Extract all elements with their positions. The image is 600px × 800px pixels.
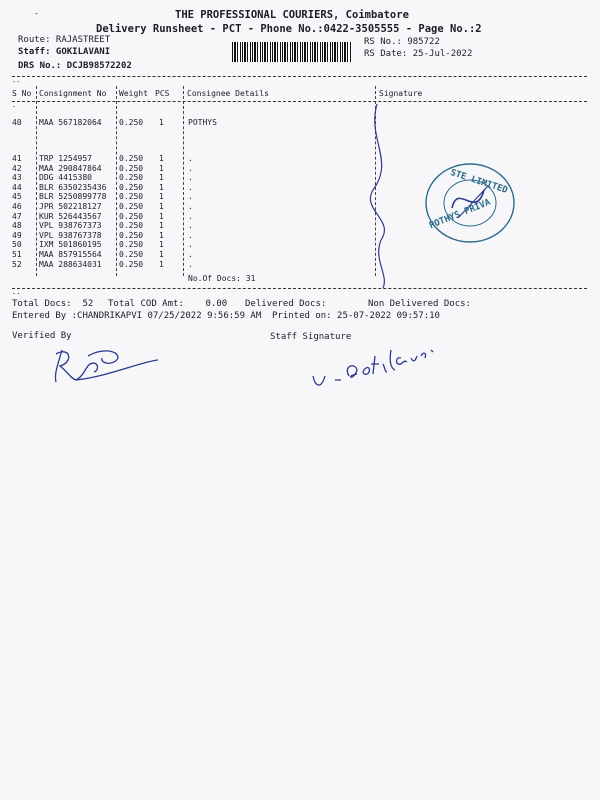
cell-consignee: . [188, 154, 193, 163]
route-label: Route: RAJASTREET [18, 35, 111, 45]
cell-pcs: 1 [159, 221, 164, 231]
cell-sno: 50 [12, 240, 22, 250]
cell-pcs: 1 [159, 230, 164, 240]
header-pcs: PCS [155, 89, 170, 98]
total-docs: Total Docs: 52 [12, 299, 94, 309]
cell-consignment: IXM 501860195 [39, 240, 102, 250]
cell-consignee: . [188, 211, 193, 221]
stamp-text-lower: POTHYS PRIVA [428, 197, 493, 232]
cell-consignment: JPR 502218127 [39, 201, 102, 211]
cell-pcs: 1 [159, 173, 164, 183]
runsheet-title: Delivery Runsheet - PCT - Phone No.:0422-3505555 - Page No.:2 [96, 23, 482, 35]
no-of-docs: No.Of Docs: 31 [188, 274, 256, 283]
cell-sno: 51 [12, 249, 22, 259]
cell-pcs: 1 [159, 192, 164, 202]
cell-consignment: TRP 1254957 [39, 154, 92, 163]
cell-consignment: BLR 6350235436 [39, 182, 107, 192]
sub-marker: - [12, 103, 17, 111]
cell-sno: 49 [12, 230, 22, 240]
cell-weight: 0.250 [119, 240, 144, 250]
rs-date: RS Date: 25-Jul-2022 [364, 49, 473, 59]
footer-marker: -- [12, 290, 21, 298]
divider [12, 288, 587, 289]
cell-consignment: VPL 938767378 [39, 230, 102, 240]
cell-consignee: . [188, 230, 193, 240]
cell-consignee: . [188, 163, 193, 173]
stamp-text-upper: STE LIMITED [448, 168, 509, 196]
delivery-signature-scribble [355, 100, 415, 290]
cell-consignee: . [188, 192, 193, 202]
printed-on: Printed on: 25-07-2022 09:57:10 [272, 311, 440, 321]
cell-sno: 52 [12, 259, 22, 269]
top-marker: -- [12, 78, 21, 86]
cell-weight: 0.250 [119, 230, 144, 240]
cell-consignee: POTHYS [188, 118, 217, 127]
cell-consignee: . [188, 201, 193, 211]
cell-sno: 40 [12, 118, 22, 127]
bullet-mark: - [34, 9, 39, 18]
delivered-docs: Delivered Docs: [245, 299, 327, 309]
cell-weight: 0.250 [119, 118, 144, 127]
cell-weight: 0.250 [119, 259, 144, 269]
cell-sno: 43 [12, 173, 22, 183]
cell-sno: 46 [12, 201, 22, 211]
cell-consignment: DDG 4415380 [39, 173, 92, 183]
cell-pcs: 1 [159, 259, 164, 269]
cell-consignee: . [188, 240, 193, 250]
cell-pcs: 1 [159, 249, 164, 259]
cell-pcs: 1 [159, 240, 164, 250]
staff-handwritten-signature [305, 336, 455, 396]
cell-consignee: . [188, 249, 193, 259]
entered-by: Entered By :CHANDRIKAPVI 07/25/2022 9:56:59 AM [12, 311, 262, 321]
cell-consignment: KUR 526443567 [39, 211, 102, 221]
cell-sno: 48 [12, 221, 22, 231]
cell-consignment: BLR 5250899778 [39, 192, 107, 202]
cell-pcs: 1 [159, 118, 164, 127]
cell-consignment: MAA 567182064 [39, 118, 102, 127]
cell-consignment: MAA 857915564 [39, 249, 102, 259]
cell-consignment: MAA 290847864 [39, 163, 102, 173]
cell-weight: 0.250 [119, 221, 144, 231]
cell-consignee: . [188, 221, 193, 231]
cell-consignee: . [188, 182, 193, 192]
header-signature: Signature [379, 89, 423, 98]
cell-consignee: . [188, 173, 193, 183]
cell-weight: 0.250 [119, 163, 144, 173]
divider [12, 76, 587, 77]
cell-pcs: 1 [159, 201, 164, 211]
cell-weight: 0.250 [119, 182, 144, 192]
rs-number: RS No.: 985722 [364, 37, 440, 47]
cell-consignment: VPL 938767373 [39, 221, 102, 231]
barcode [232, 42, 352, 62]
col-divider [183, 106, 184, 276]
header-consignment: Consignment No [39, 89, 107, 98]
cell-weight: 0.250 [119, 211, 144, 221]
non-delivered-docs: Non Delivered Docs: [368, 299, 471, 309]
cell-sno: 47 [12, 211, 22, 221]
header-weight: Weight [119, 89, 148, 98]
header-sno: S No [12, 89, 32, 98]
cell-pcs: 1 [159, 182, 164, 192]
cell-pcs: 1 [159, 211, 164, 221]
drs-number: DRS No.: DCJB98572202 [18, 61, 132, 71]
col-divider [36, 106, 37, 276]
cell-weight: 0.250 [119, 173, 144, 183]
cell-weight: 0.250 [119, 154, 144, 163]
staff-signature-label: Staff Signature [270, 332, 352, 342]
cell-weight: 0.250 [119, 192, 144, 202]
cell-sno: 41 [12, 154, 22, 163]
total-cod-amount: Total COD Amt: 0.00 [108, 299, 228, 309]
verified-by-label: Verified By [12, 331, 72, 341]
cell-sno: 45 [12, 192, 22, 202]
verifier-signature [40, 340, 170, 390]
company-title: THE PROFESSIONAL COURIERS, Coimbatore [175, 9, 409, 21]
divider [12, 101, 587, 102]
cell-consignee: . [188, 259, 193, 269]
cell-consignment: MAA 288634031 [39, 259, 102, 269]
cell-sno: 42 [12, 163, 22, 173]
cell-pcs: 1 [159, 163, 164, 173]
staff-label: Staff: GOKILAVANI [18, 47, 111, 57]
cell-sno: 44 [12, 182, 22, 192]
col-divider [116, 106, 117, 276]
header-consignee: Consignee Details [187, 89, 269, 98]
cell-weight: 0.250 [119, 201, 144, 211]
cell-pcs: 1 [159, 154, 164, 163]
cell-weight: 0.250 [119, 249, 144, 259]
